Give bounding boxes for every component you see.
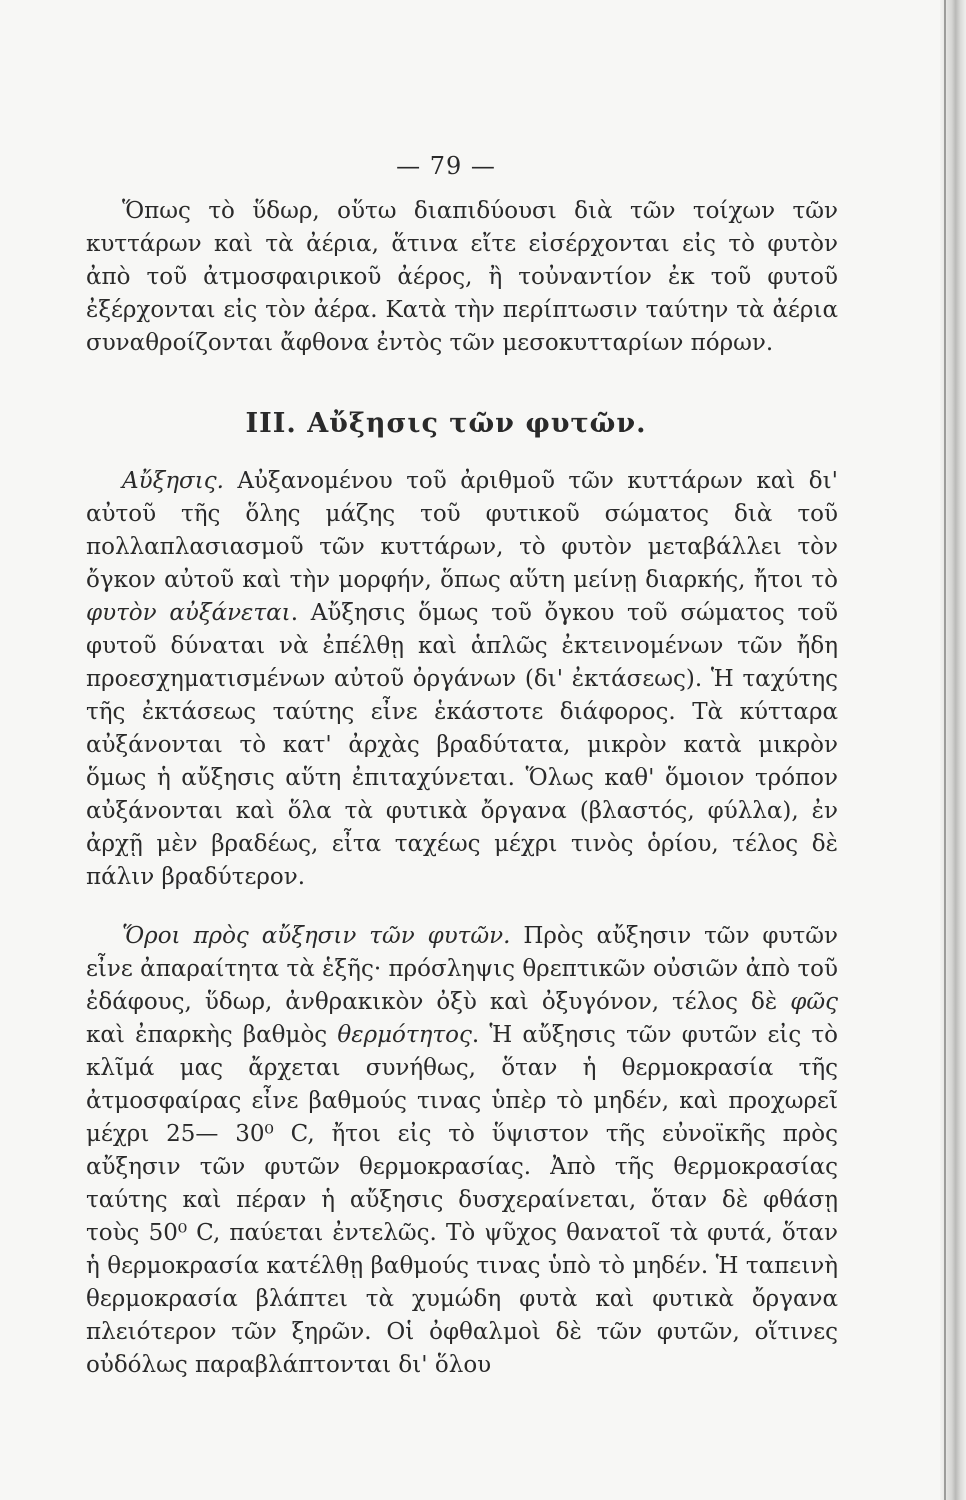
paragraph-diffusion — [86, 195, 838, 360]
paragraph-2-body: Αὐξανομένου τοῦ ἀριθμοῦ τῶν κυττάρων καὶ δι' αὐτοῦ τῆς ὅλης μάζης τοῦ φυτικοῦ σώματος διὰ τοῦ πολλαπλασιασμοῦ τῶν κυττάρων, τὸ φυτὸν μεταβάλλει τὸν ὄγκον αὐτοῦ καὶ τὴν μορφήν, ὅπως αὕτη μείνῃ διαρκής, ἤτοι τὸ — [86, 468, 838, 593]
paragraph-3-text — [86, 920, 838, 1382]
paragraph-growth — [86, 465, 838, 894]
paragraph-2-text — [86, 465, 838, 894]
page-number: — 79 — — [396, 152, 496, 180]
paragraph-2-lead: Αὔξησις. — [122, 468, 224, 494]
paragraph-2-emphasis: φυτὸν αὐξάνεται — [86, 600, 291, 626]
paragraph-3-body-3: . Ἡ αὔξησις τῶν φυτῶν εἰς τὸ κλῖμά μας ἄρχεται συνήθως, ὅταν ἡ θερμοκρασία τῆς ἀτμοσφαίρας εἶνε βαθμούς τινας ὑπὲρ τὸ μηδέν, καὶ προχωρεῖ μέχρι 25— 30⁰ C, ἤτοι εἰς τὸ ὕψιστον τῆς εὐνοϊκῆς πρὸς αὔξησιν τῶν φυτῶν θερμοκρασίας. Ἀπὸ τῆς θερμοκρασίας ταύτης καὶ πέραν ἡ αὔξησις δυσχεραίνεται, ὅταν δὲ φθάσῃ τοὺς 50⁰ C, παύεται ἐντελῶς. Τὸ ψῦχος θανατοῖ τὰ φυτά, ὅταν ἡ θερμοκρασία κατέλθῃ βαθμούς τινας ὑπὸ τὸ μηδέν. Ἡ ταπεινὴ θερμοκρασία βλάπτει τὰ χυμώδη φυτὰ καὶ φυτικὰ ὄργανα πλειότερον τῶν ξηρῶν. Οἱ ὀφθαλμοὶ δὲ τῶν φυτῶν, οἵτινες οὐδόλως παραβλάπτονται δι' ὅλου — [86, 1022, 839, 1378]
paragraph-1-text: Ὅπως τὸ ὕδωρ, οὕτω διαπιδύουσι διὰ τῶν τοίχων τῶν κυττάρων καὶ τὰ ἀέρια, ἅτινα εἴτε εἰσέρχονται εἰς τὸ φυτὸν ἀπὸ τοῦ ἀτμοσφαιρικοῦ ἀέρος, ἢ τοὐναντίον ἐκ τοῦ φυτοῦ ἐξέρχονται εἰς τὸν ἀέρα. Κατὰ τὴν περίπτωσιν ταύτην τὰ ἀέρια συναθροίζονται ἄφθονα ἐντὸς τῶν μεσοκυτταρίων πόρων. — [86, 198, 838, 356]
paragraph-3-lead: Ὅροι πρὸς αὔξησιν τῶν φυτῶν. — [122, 923, 511, 949]
paragraph-2-body-2: . Αὔξησις ὅμως τοῦ ὄγκου τοῦ σώματος τοῦ φυτοῦ δύναται νὰ ἐπέλθῃ καὶ ἁπλῶς ἐκτεινομένων τῶν ἤδη προεσχηματισμένων αὐτοῦ ὀργάνων (δι' ἐκτάσεως). Ἡ ταχύτης τῆς ἐκτάσεως ταύτης εἶνε ἑκάστοτε διάφορος. Τὰ κύτταρα αὐξάνονται τὸ κατ' ἀρχὰς βραδύτατα, μικρὸν κατὰ μικρὸν ὅμως ἡ αὔξησις αὕτη ἐπιταχύνεται. Ὅλως καθ' ὅμοιον τρόπον αὐξάνονται καὶ ὅλα τὰ φυτικὰ ὄργανα (βλαστός, φύλλα), ἐν ἀρχῇ μὲν βραδέως, εἶτα ταχέως μέχρι τινὸς ὁρίου, τέλος δὲ πάλιν βραδύτερον. — [86, 600, 839, 890]
paragraph-3-emphasis-heat: θερμότητος — [337, 1022, 472, 1048]
paragraph-3-body: Πρὸς αὔξησιν τῶν φυτῶν εἶνε ἀπαραίτητα τὰ ἑξῆς· πρόσληψις θρεπτικῶν οὐσιῶν ἀπὸ τοῦ ἐδάφους, ὕδωρ, ἀνθρακικὸν ὀξὺ καὶ ὀξυγόνον, τέλος δὲ — [86, 923, 838, 1015]
paragraph-3-emphasis-light: φῶς — [790, 989, 838, 1015]
page-edge-line — [944, 0, 946, 1500]
paragraph-growth-conditions — [86, 920, 838, 1382]
paragraph-3-body-2: καὶ ἐπαρκὴς βαθμὸς — [86, 1022, 338, 1048]
section-title: III. Αὔξησις τῶν φυτῶν. — [245, 408, 647, 439]
